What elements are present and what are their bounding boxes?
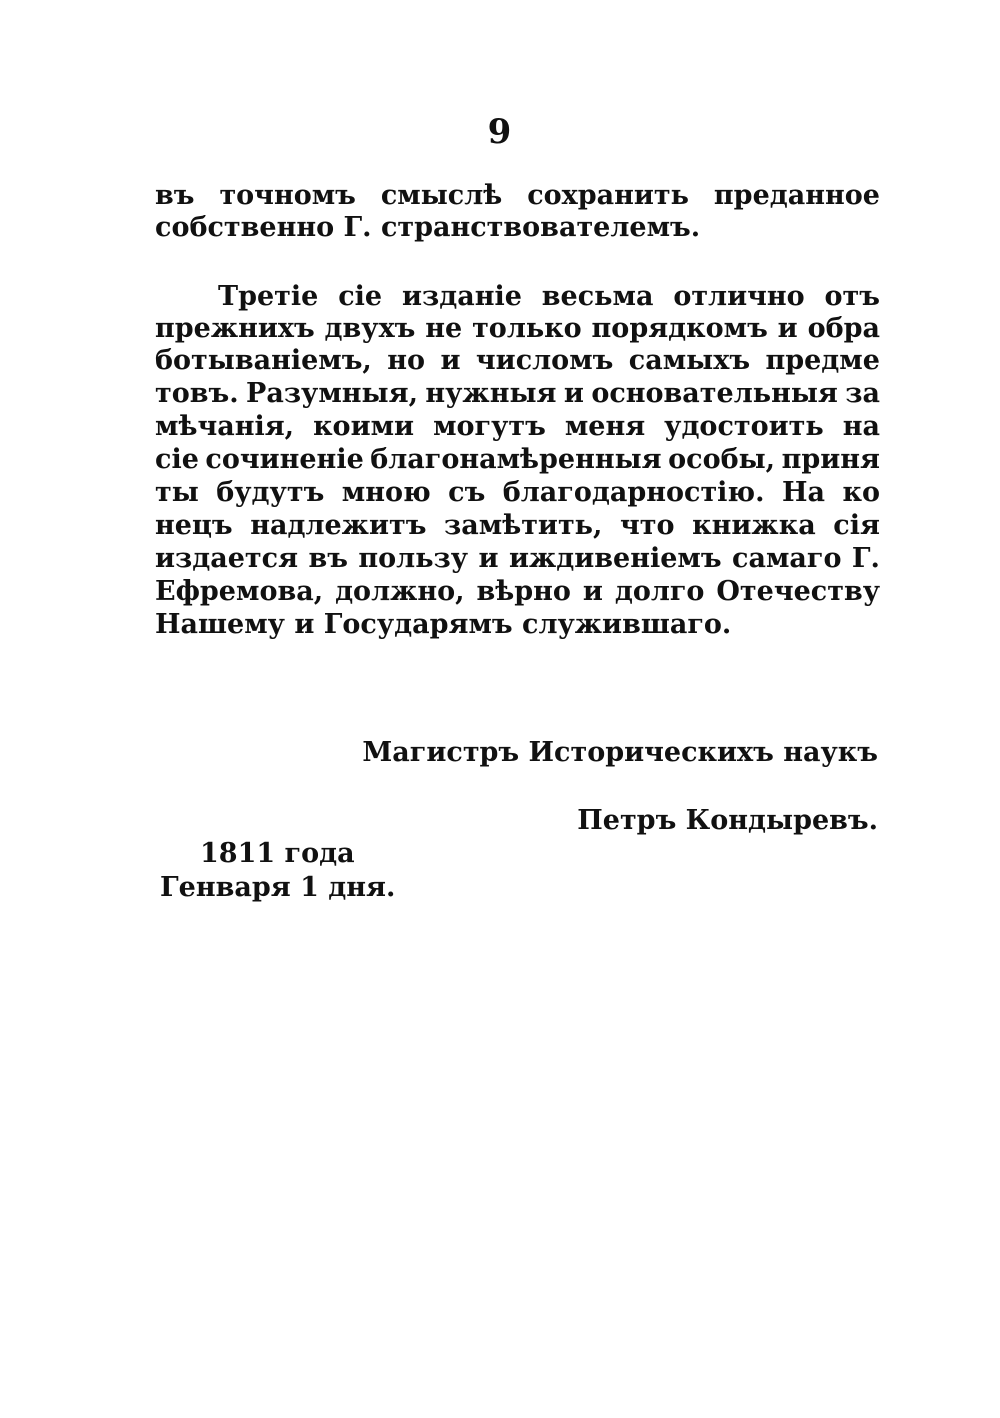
signature-title: Магистръ Историческихъ наукъ	[362, 737, 878, 768]
paragraph2-line-6: сіе сочиненіе благонамѣренныя особы, приня	[155, 444, 880, 475]
paragraph2-line-4: товъ. Разумныя, нужныя и основательныя за	[155, 378, 880, 409]
paragraph2-line-11: Нашему и Государямъ служившаго.	[155, 609, 732, 640]
paragraph1-line-1: въ точномъ смыслѣ сохранить преданное	[155, 180, 880, 211]
paragraph2-line-2: прежнихъ двухъ не только порядкомъ и обра	[155, 313, 880, 344]
date-day-line: Генваря 1 дня.	[160, 872, 396, 903]
paragraph2-line-9: издается въ пользу и иждивеніемъ самаго Г.	[155, 543, 880, 574]
paragraph2-line-1: Третіе сіе изданіе весьма отлично отъ	[218, 281, 880, 312]
paragraph2-line-5: мѣчанія, коими могутъ меня удостоить на	[155, 411, 880, 442]
paragraph2-line-7: ты будутъ мною съ благодарностію. На ко	[155, 477, 880, 508]
date-year-line: 1811 года	[200, 838, 355, 869]
paragraph1-line-2: собственно Г. странствователемъ.	[155, 212, 701, 243]
page-number: 9	[487, 112, 513, 152]
signature-name: Петръ Кондыревъ.	[577, 805, 878, 836]
paragraph2-line-3: ботываніемъ, но и числомъ самыхъ предме	[155, 345, 880, 376]
paragraph2-line-10: Ефремова, должно, вѣрно и долго Отечеству	[155, 576, 880, 607]
paragraph2-line-8: нецъ надлежитъ замѣтить, что книжка сія	[155, 510, 880, 541]
